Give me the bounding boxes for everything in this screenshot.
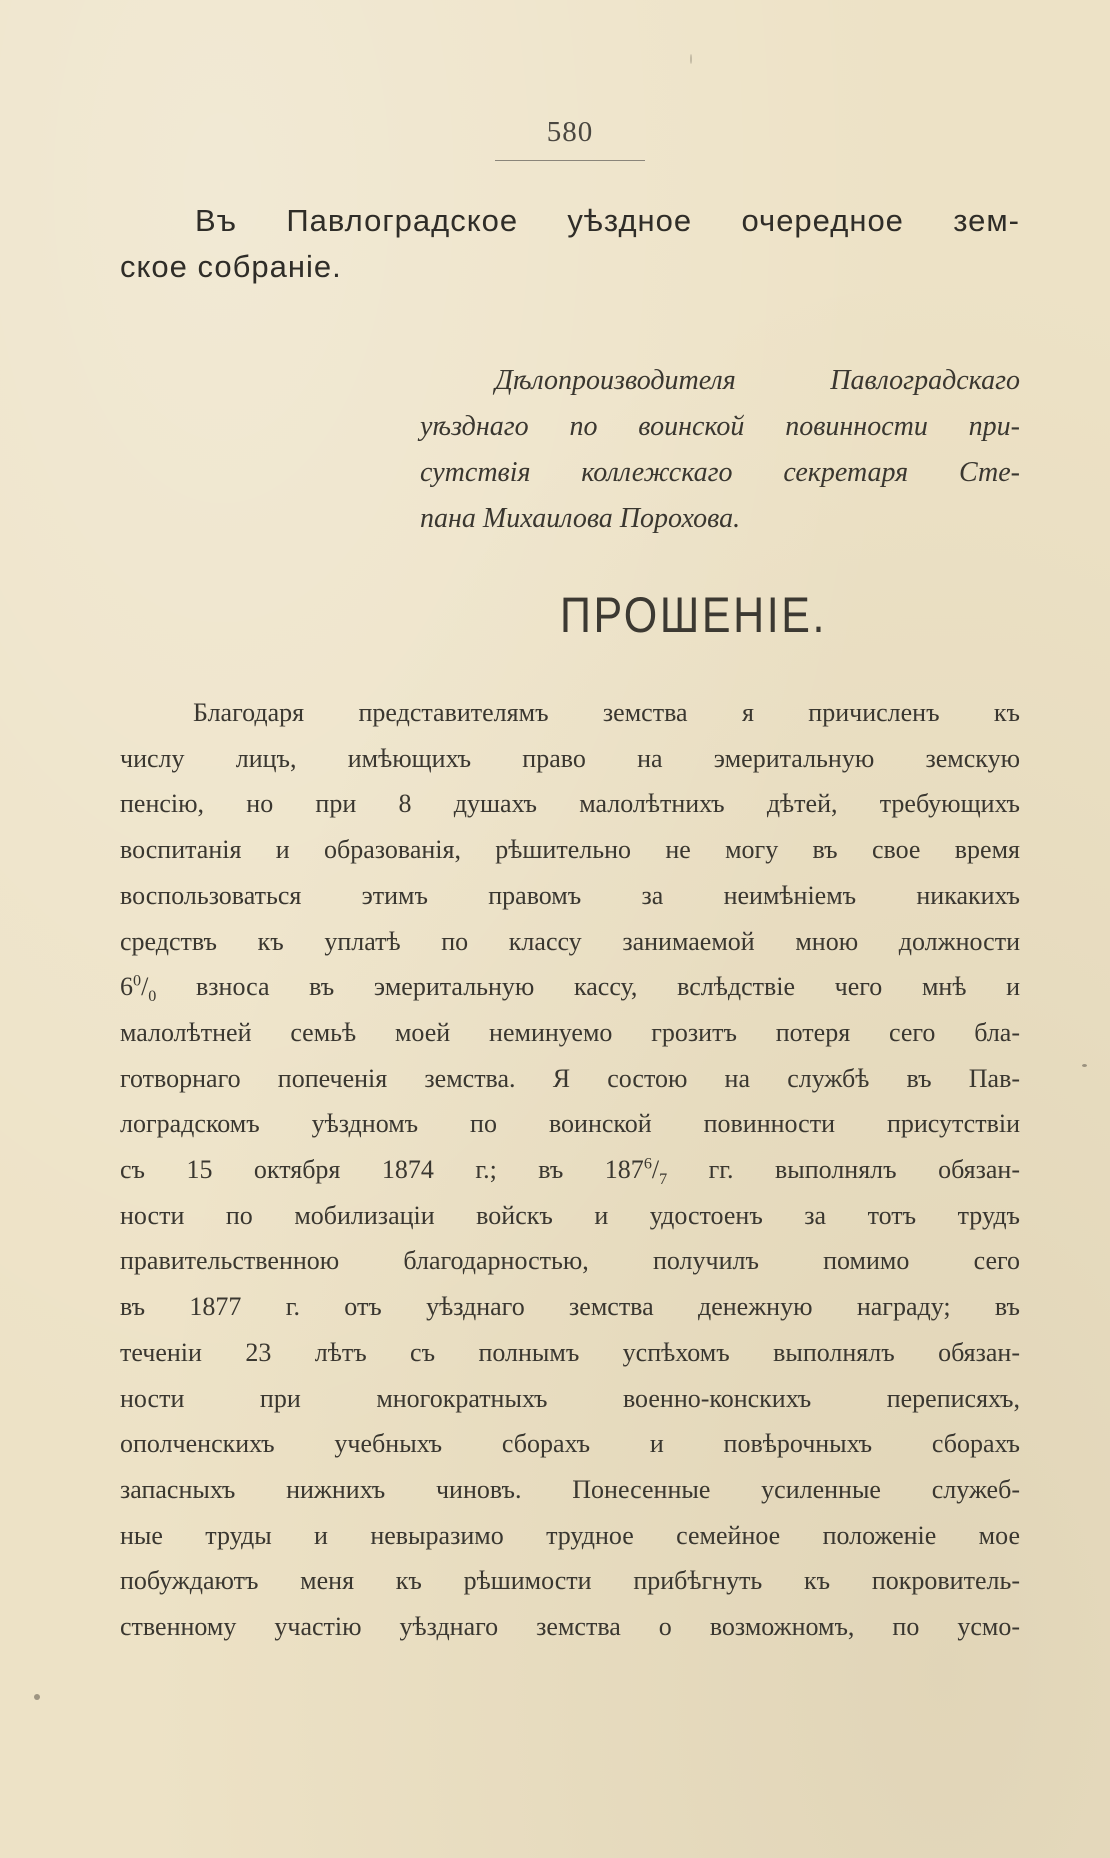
body-line: ные труды и невыразимо трудное семейное положеніе мое [120,1520,1020,1550]
body-line: Благодаря представителямъ земства я причисленъ къ [193,698,1020,727]
body-line-part: / [651,1155,660,1185]
body-line: средствъ къ уплатѣ по классу занимаемой мною должности [120,926,1020,956]
address-block [120,198,1020,290]
body-line: побуждаютъ меня къ рѣшимости прибѣгнуть къ покровитель- [120,1566,1020,1596]
body-line: числу лицъ, имѣющихъ право на эмеритальную земскую [120,743,1020,773]
petitioner-line: сутствія коллежскаго секретаря Сте- [420,457,1020,488]
body-line [120,964,1020,1010]
body-line: готворнаго попеченія земства. Я состою на службѣ въ Пав- [120,1063,1020,1093]
body-line: ности по мобилизаціи войскъ и удостоенъ за тотъ трудъ [120,1200,1020,1230]
body-line: ности при многократныхъ военно-конскихъ переписяхъ, [120,1383,1020,1413]
petitioner-line: уѣзднаго по воинской повинности при- [420,411,1020,442]
petitioner-block [420,358,1020,542]
body-line: пенсію, но при 8 душахъ малолѣтнихъ дѣтей, требующихъ [120,789,1020,819]
petition-body [120,690,1020,1650]
body-line: лоградскомъ уѣздномъ по воинской повинности присутствіи [120,1109,1020,1139]
body-line: теченіи 23 лѣтъ съ полнымъ успѣхомъ выполнялъ обязан- [120,1337,1020,1367]
body-line [120,1147,1020,1193]
paper-speck [34,1694,40,1700]
petitioner-line: пана Михаилова Порохова. [420,503,741,534]
subscript-text: 7 [659,1171,668,1189]
subscript-text: 0 [148,988,157,1006]
body-line: ственному участію уѣзднаго земства о возможномъ, по усмо- [120,1612,1020,1642]
body-line: ополченскихъ учебныхъ сборахъ и повѣрочныхъ сборахъ [120,1429,1020,1459]
paper-speck [690,54,692,64]
body-line-part: взноса въ эмеритальную кассу, вслѣдствіе чего мнѣ и [156,972,1020,1002]
address-line: Въ Павлоградское уѣздное очередное зем- [195,203,1020,238]
body-line: воспользоваться этимъ правомъ за неимѣніемъ никакихъ [120,880,1020,910]
body-line: правительственною благодарностью, получилъ помимо сего [120,1246,1020,1276]
body-line: воспитанія и образованія, рѣшительно не могу въ свое время [120,835,1020,865]
page-number-rule [495,160,645,161]
body-line-part: съ 15 октября 1874 г.; въ 187 [120,1155,644,1185]
body-line: малолѣтней семьѣ моей неминуемо грозитъ потеря сего бла- [120,1017,1020,1047]
body-line-part: / [141,972,149,1002]
body-line: въ 1877 г. отъ уѣзднаго земства денежную награду; въ [120,1292,1020,1322]
paper-speck [1082,1064,1087,1067]
body-line-part: гг. выполнялъ обязан- [667,1155,1020,1185]
body-line-part: 6 [120,972,133,1002]
petitioner-line: Дѣлопроизводителя Павлоградскаго [495,365,1020,396]
page-number: 580 [546,116,594,148]
body-line: запасныхъ нижнихъ чиновъ. Понесенные усиленные служеб- [120,1474,1020,1504]
petition-heading: ПРОШЕНІЕ. [560,587,828,643]
superscript-text: 0 [133,972,142,990]
address-line: ское собраніе. [120,249,342,284]
superscript-text: 6 [643,1155,652,1173]
